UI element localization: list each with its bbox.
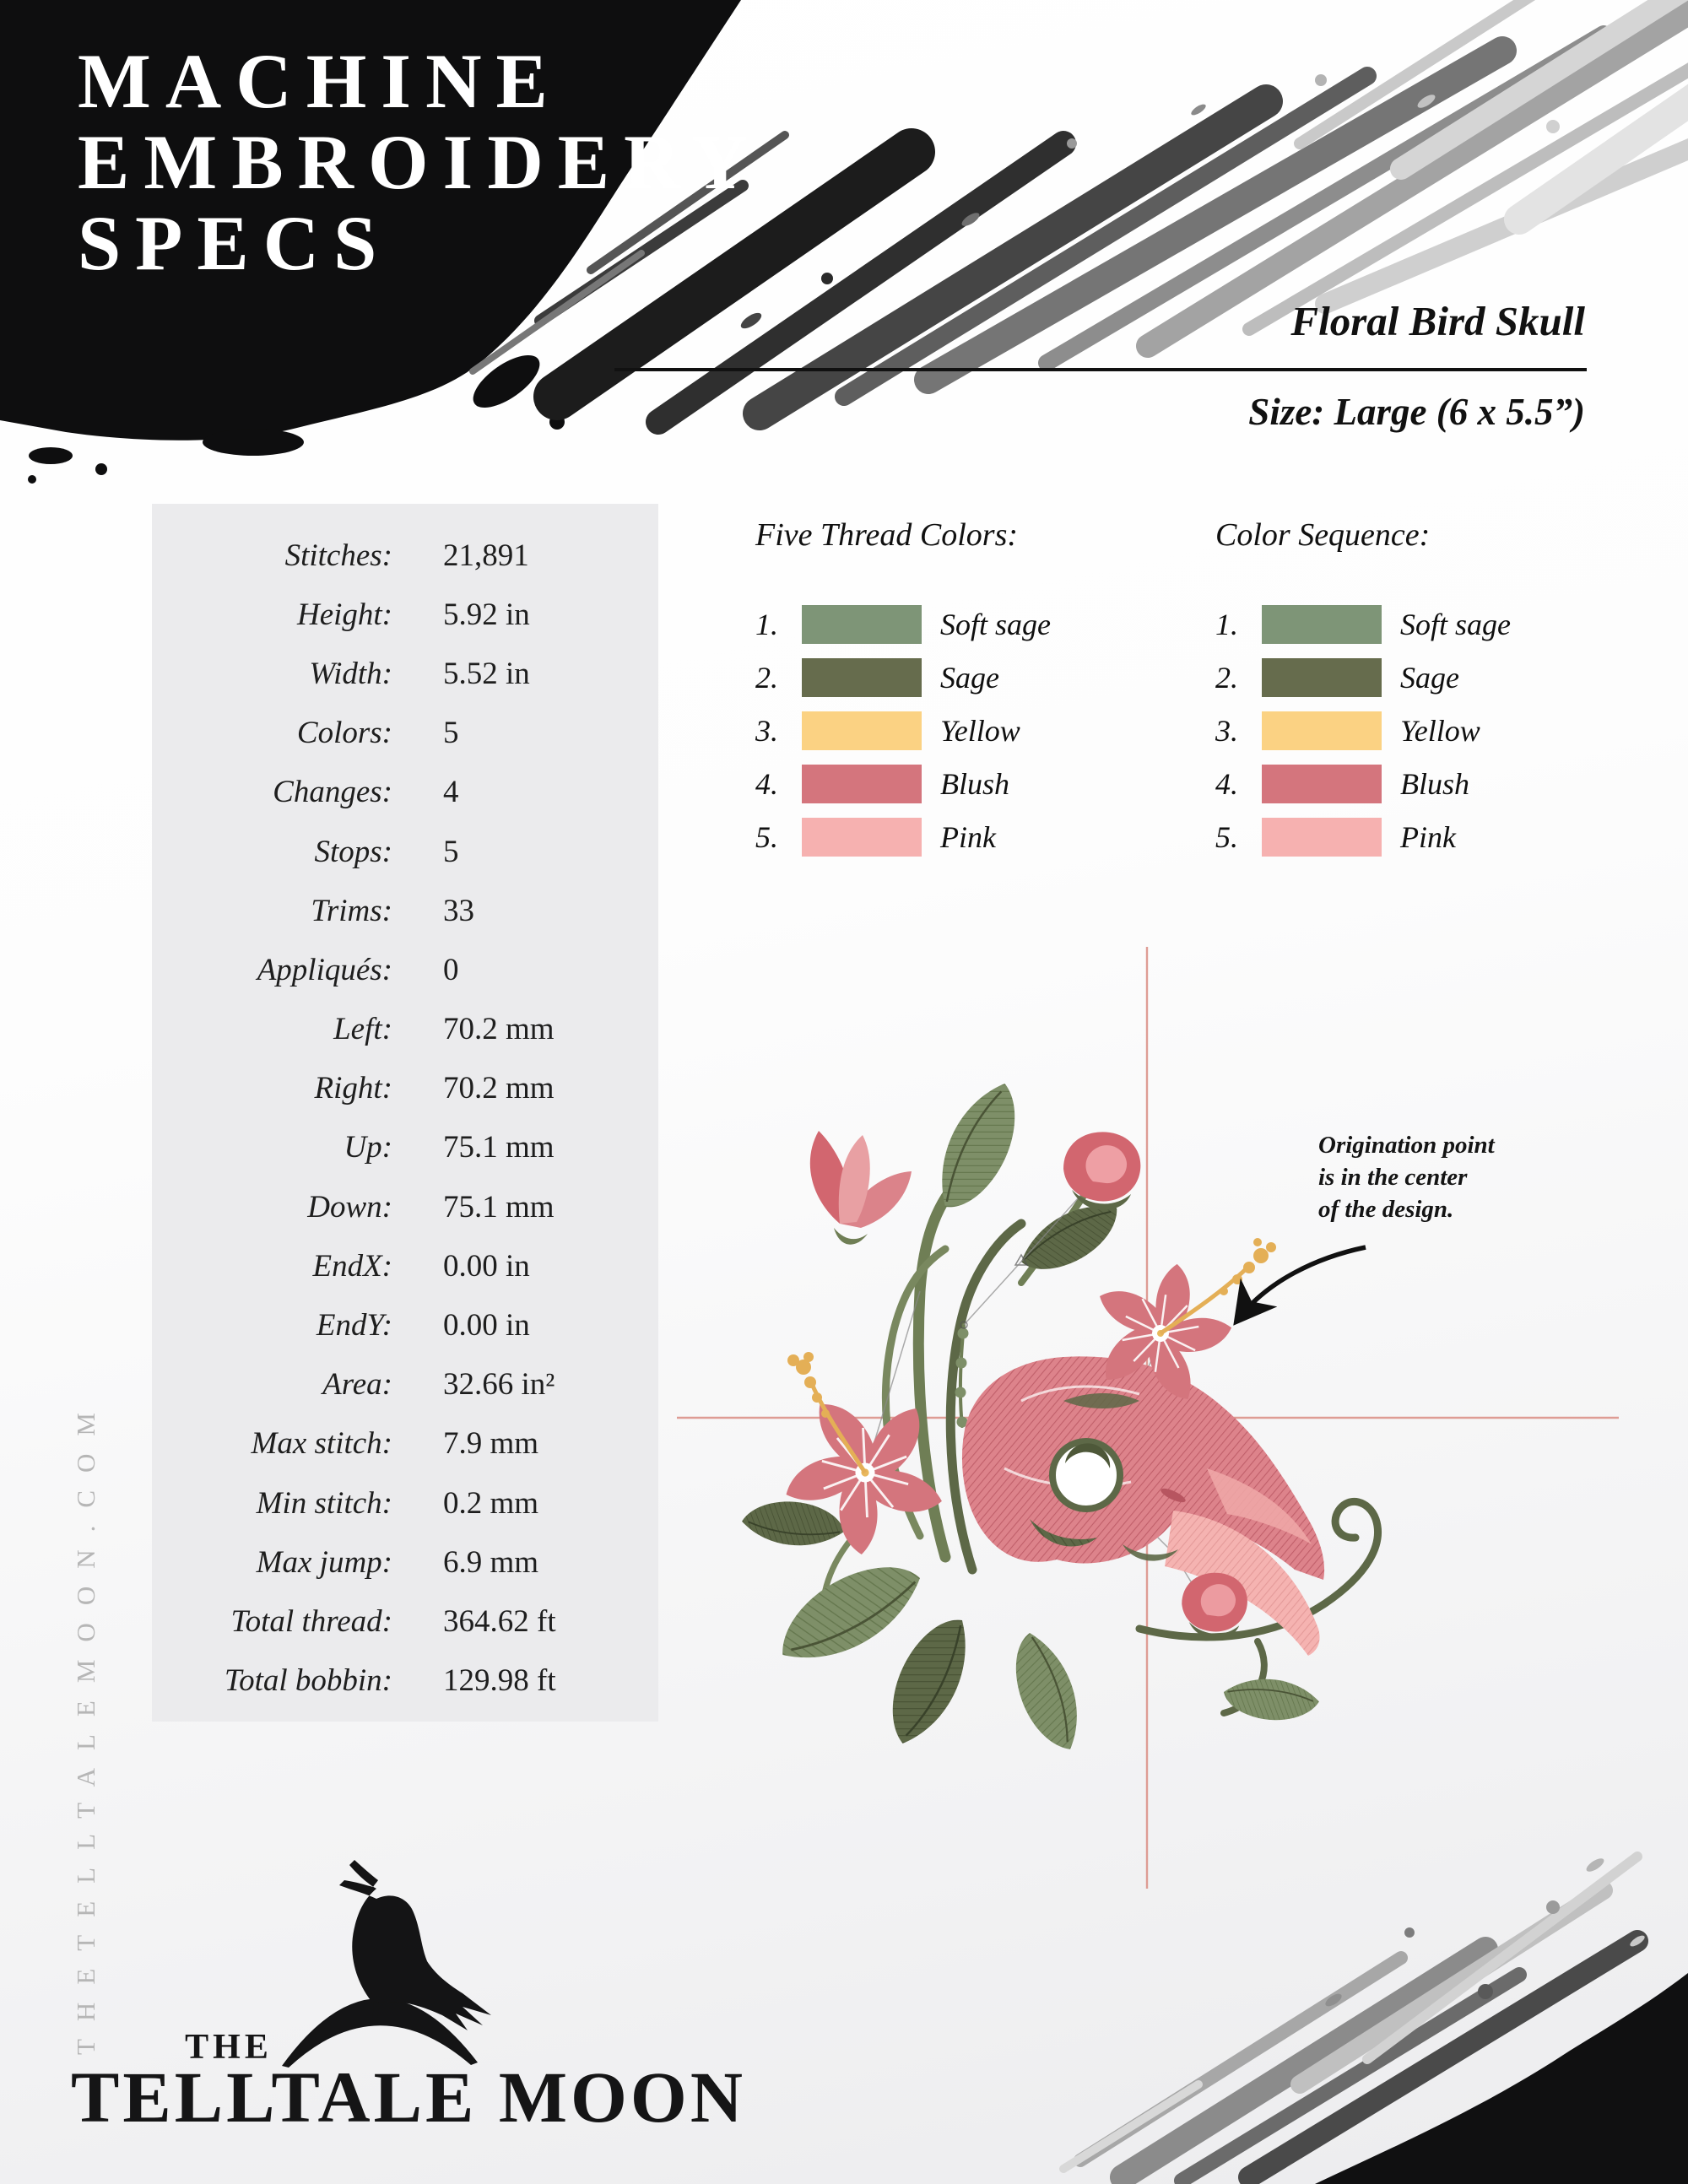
spec-label: Min stitch: [256, 1485, 392, 1521]
color-sequence-item [1215, 651, 1671, 704]
spec-value: 6.9 mm [443, 1544, 539, 1580]
thread-color-number: 3. [755, 713, 778, 748]
thread-color-swatch [802, 658, 922, 697]
thread-color-name: Yellow [940, 713, 1020, 748]
thread-color-swatch [802, 605, 922, 644]
spec-label: Stops: [314, 834, 392, 869]
thread-color-swatch [1262, 658, 1382, 697]
spec-label: Area: [322, 1367, 392, 1403]
thread-color-item [755, 704, 1211, 757]
spec-row [152, 1236, 658, 1295]
thread-color-number: 4. [755, 766, 778, 801]
logo-text-telltale-moon: TELLTALE MOON [71, 2057, 746, 2138]
thread-color-swatch [802, 765, 922, 803]
spec-row [152, 1000, 658, 1059]
thread-color-item [755, 597, 1211, 651]
thread-color-name: Soft sage [1400, 607, 1511, 641]
thread-color-swatch [802, 711, 922, 750]
thread-color-name: Pink [1400, 819, 1456, 854]
thread-color-number: 5. [755, 819, 778, 854]
spec-row [152, 1414, 658, 1473]
thread-color-item [755, 810, 1211, 863]
spec-row [152, 940, 658, 999]
thread-color-name: Yellow [1400, 713, 1480, 748]
logo-text-the: THE [185, 2028, 273, 2067]
spec-row [152, 822, 658, 881]
thread-color-item [755, 651, 1211, 704]
spec-label: EndY: [316, 1308, 392, 1343]
spec-label: Appliqués: [257, 952, 392, 987]
color-sequence-list [1215, 516, 1671, 863]
spec-value: 75.1 mm [443, 1189, 555, 1224]
color-sequence-item [1215, 597, 1671, 651]
page-title-line: MACHINE [78, 38, 562, 124]
page-title-line: EMBROIDERY [78, 119, 762, 205]
spec-row [152, 704, 658, 763]
thread-color-swatch [1262, 765, 1382, 803]
spec-label: Width: [309, 656, 392, 691]
spec-value: 129.98 ft [443, 1663, 556, 1699]
spec-label: Max stitch: [251, 1426, 392, 1462]
thread-color-swatch [1262, 605, 1382, 644]
spec-value: 4 [443, 775, 459, 810]
thread-color-number: 2. [1215, 660, 1238, 695]
thread-color-name: Sage [1400, 660, 1459, 695]
annotation-line: is in the center [1318, 1164, 1468, 1191]
thread-color-name: Soft sage [940, 607, 1051, 641]
spec-value: 364.62 ft [443, 1603, 556, 1639]
crow-moon-logo-icon [250, 1857, 528, 2076]
thread-color-name: Blush [1400, 766, 1470, 801]
spec-label: Max jump: [256, 1544, 392, 1580]
small-rose [1182, 1573, 1247, 1640]
spec-row [152, 763, 658, 822]
spec-row [152, 1355, 658, 1414]
thread-color-number: 5. [1215, 819, 1238, 854]
spec-row [152, 1652, 658, 1711]
embroidery-design [739, 1075, 1378, 1756]
spec-label: EndX: [312, 1248, 392, 1284]
spec-value: 75.1 mm [443, 1130, 555, 1165]
thread-color-number: 2. [755, 660, 778, 695]
thread-color-swatch [802, 818, 922, 857]
thread-color-swatch [1262, 818, 1382, 857]
rosebud [1063, 1132, 1140, 1209]
spec-label: Down: [307, 1189, 392, 1224]
page-title-line: SPECS [78, 200, 392, 286]
color-sequence-heading: Color Sequence: [1215, 517, 1431, 553]
spec-value: 5.92 in [443, 597, 530, 632]
color-sequence-item [1215, 757, 1671, 810]
spec-row [152, 1473, 658, 1533]
spec-row [152, 526, 658, 585]
spec-row [152, 1533, 658, 1592]
spec-value: 5.52 in [443, 656, 530, 691]
thread-color-name: Sage [940, 660, 999, 695]
thread-color-number: 1. [1215, 607, 1238, 641]
spec-value: 0.2 mm [443, 1485, 539, 1521]
spec-value: 0.00 in [443, 1308, 530, 1343]
spec-row [152, 644, 658, 703]
page-title [78, 38, 762, 286]
spec-row [152, 1295, 658, 1354]
color-sequence-item [1215, 810, 1671, 863]
website-url-vertical: THETELLTALEMOON.COM [71, 1395, 100, 2055]
spec-label: Trims: [311, 893, 392, 928]
spec-label: Up: [344, 1130, 392, 1165]
spec-label: Height: [296, 597, 392, 632]
spec-value: 21,891 [443, 538, 529, 573]
spec-label: Colors: [296, 716, 392, 751]
spec-label: Right: [314, 1071, 392, 1106]
brush-stroke-art-bottom [1047, 1806, 1688, 2184]
thread-color-name: Pink [940, 819, 996, 854]
spec-label: Changes: [273, 775, 392, 810]
spec-label: Left: [333, 1012, 392, 1047]
thread-color-number: 4. [1215, 766, 1238, 801]
tulip-bloom [810, 1131, 912, 1245]
spec-value: 5 [443, 834, 459, 869]
thread-colors-list [755, 516, 1211, 863]
origination-annotation [1318, 1129, 1588, 1225]
spec-value: 5 [443, 716, 459, 751]
spec-panel [152, 504, 658, 1722]
thread-color-swatch [1262, 711, 1382, 750]
embroidery-design-preview [667, 928, 1629, 1907]
spec-label: Stitches: [284, 538, 392, 573]
spec-value: 70.2 mm [443, 1071, 555, 1106]
spec-row [152, 1059, 658, 1118]
spec-label: Total bobbin: [224, 1663, 392, 1699]
annotation-line: of the design. [1318, 1196, 1454, 1223]
thread-color-number: 3. [1215, 713, 1238, 748]
spec-value: 0.00 in [443, 1248, 530, 1284]
spec-row [152, 1118, 658, 1177]
thread-color-name: Blush [940, 766, 1010, 801]
spec-value: 33 [443, 893, 474, 928]
thread-colors-heading: Five Thread Colors: [755, 517, 1019, 553]
title-divider-rule [614, 368, 1587, 371]
spec-row [152, 1592, 658, 1651]
annotation-line: Origination point [1318, 1132, 1495, 1159]
design-name: Floral Bird Skull [1290, 298, 1585, 344]
spec-row [152, 1177, 658, 1236]
spec-value: 70.2 mm [443, 1012, 555, 1047]
spec-row [152, 585, 658, 644]
spec-row [152, 881, 658, 940]
spec-label: Total thread: [230, 1603, 392, 1639]
spec-value: 0 [443, 952, 459, 987]
spec-value: 7.9 mm [443, 1426, 539, 1462]
color-sequence-item [1215, 704, 1671, 757]
thread-color-item [755, 757, 1211, 810]
spec-value: 32.66 in² [443, 1367, 555, 1403]
design-size: Size: Large (6 x 5.5”) [1248, 391, 1585, 433]
thread-color-number: 1. [755, 607, 778, 641]
bird-skull [962, 1356, 1324, 1656]
